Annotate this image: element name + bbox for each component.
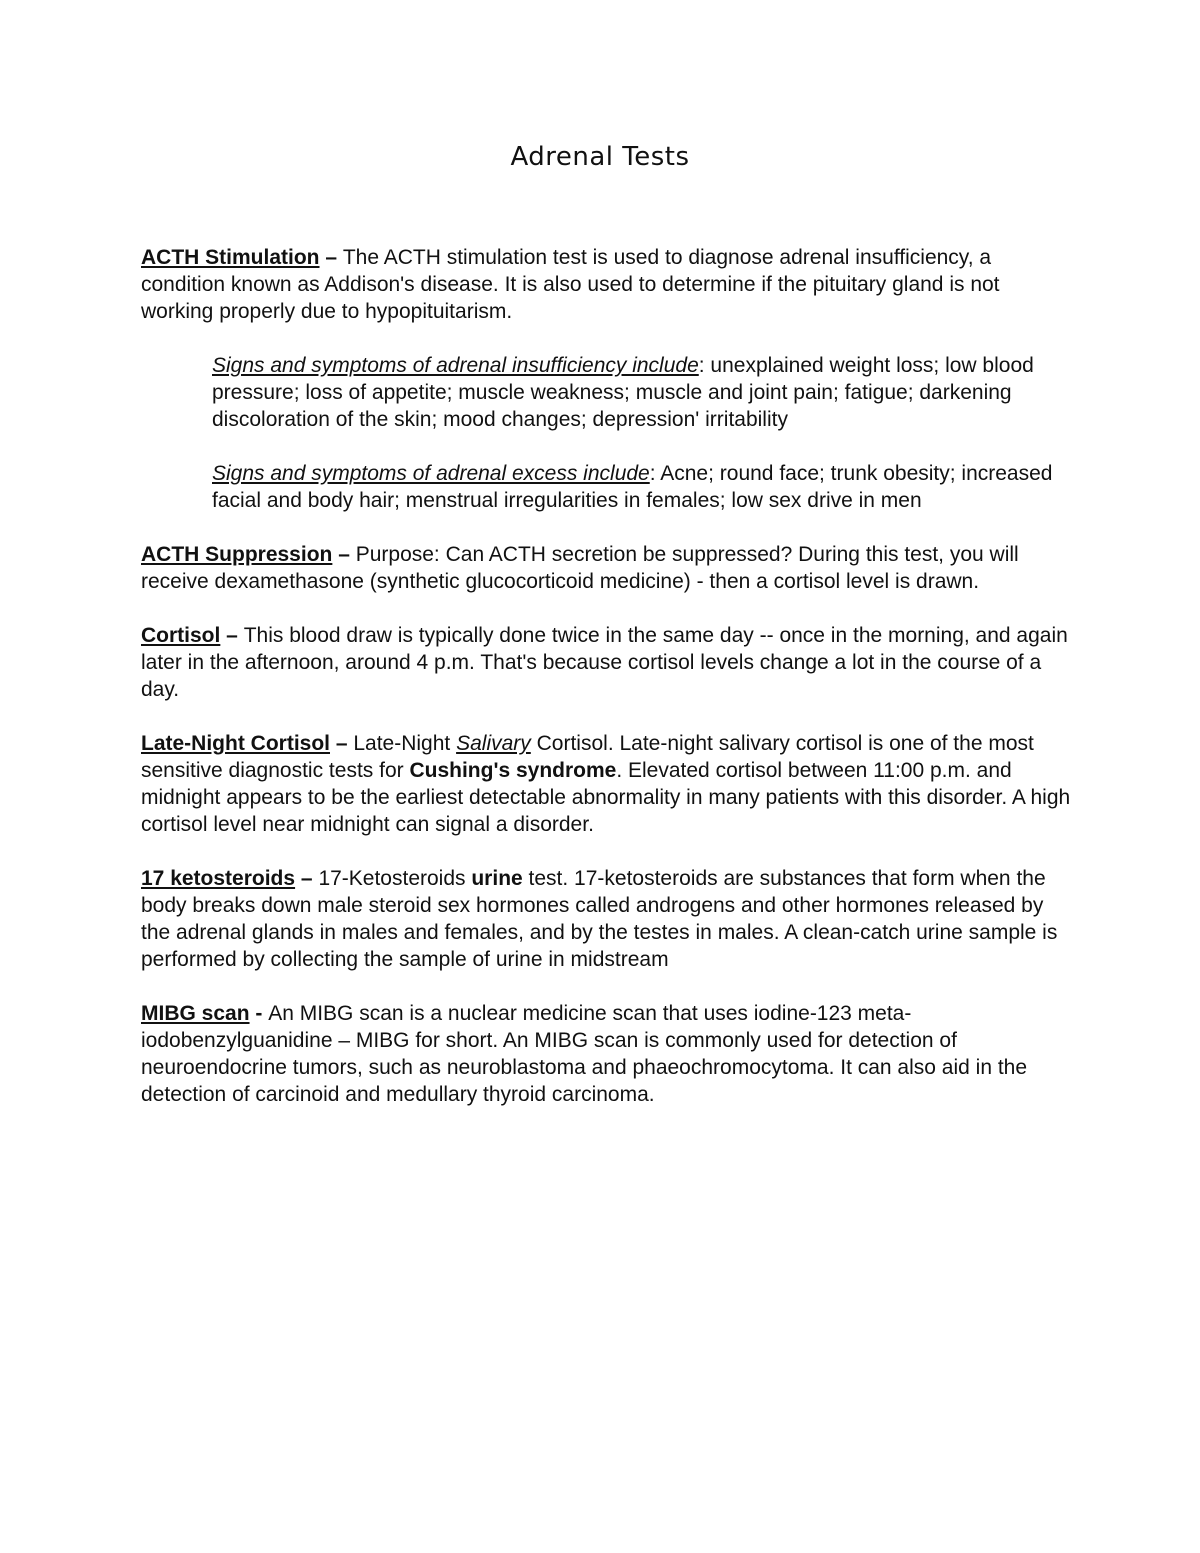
- paragraph-acth-stimulation: [141, 244, 1071, 325]
- salivary-emphasis: Salivary: [456, 732, 531, 755]
- term-late-night-cortisol: Late-Night Cortisol: [141, 732, 330, 755]
- term-dash: –: [220, 624, 244, 647]
- acth-stimulation-text: The ACTH stimulation test is used to diagnose adrenal insufficiency, a condition known as Addison's disease. It is also used to determine if the pituitary gland is not working properly due to hypopituitarism.: [141, 246, 1000, 323]
- term-dash: –: [319, 246, 343, 269]
- term-acth-stimulation: ACTH Stimulation: [141, 246, 320, 269]
- term-dash: -: [249, 1002, 269, 1025]
- paragraph-17-ketosteroids: [141, 865, 1071, 973]
- cushings-syndrome-emphasis: Cushing's syndrome: [409, 759, 617, 782]
- paragraph-acth-suppression: [141, 541, 1071, 595]
- term-cortisol: Cortisol: [141, 624, 221, 647]
- page-title: Adrenal Tests: [510, 142, 690, 172]
- late-night-text-2: Cortisol. Late-night salivary cortisol is one of the most sensitive diagnostic tests for: [141, 732, 1034, 782]
- document-body: [141, 244, 1071, 1135]
- term-dash: –: [295, 867, 319, 890]
- ketosteroids-text-1: 17-Ketosteroids: [318, 867, 472, 890]
- paragraph-mibg-scan: [141, 1000, 1071, 1108]
- term-17-ketosteroids: 17 ketosteroids: [141, 867, 296, 890]
- term-acth-suppression: ACTH Suppression: [141, 543, 333, 566]
- term-dash: –: [330, 732, 354, 755]
- paragraph-late-night-cortisol: [141, 730, 1071, 838]
- late-night-text-1: Late-Night: [353, 732, 457, 755]
- cortisol-text: This blood draw is typically done twice in the same day -- once in the morning, and again later in the afternoon, around 4 p.m. That's because cortisol levels change a lot in the course of a day.: [141, 624, 1068, 701]
- paragraph-cortisol: [141, 622, 1071, 703]
- mibg-scan-text: An MIBG scan is a nuclear medicine scan that uses iodine-123 meta-iodobenzylguanidine – MIBG for short. An MIBG scan is commonly used for detection of neuroendocrine tumors, such as neuroblastoma and phaeochromocytoma. It can also aid in the detection of carcinoid and medullary thyroid carcinoma.: [141, 1002, 1028, 1106]
- insufficiency-signs-label: Signs and symptoms of adrenal insufficiency include: [212, 354, 699, 377]
- insufficiency-signs-text: : unexplained weight loss; low blood pressure; loss of appetite; muscle weakness; muscle and joint pain; fatigue; darkening discoloration of the skin; mood changes; depression' irritability: [212, 354, 1034, 431]
- excess-signs-label: Signs and symptoms of adrenal excess include: [212, 462, 650, 485]
- urine-emphasis: urine: [471, 867, 523, 890]
- term-dash: –: [332, 543, 356, 566]
- ketosteroids-text-2: test. 17-ketosteroids are substances that form when the body breaks down male steroid sex hormones called androgens and other hormones released by the adrenal glands in males and females, and by the testes in males. A clean-catch urine sample is performed by collecting the sample of urine in midstream: [141, 867, 1058, 971]
- paragraph-excess-signs: [212, 460, 1071, 514]
- paragraph-insufficiency-signs: [212, 352, 1071, 433]
- term-mibg-scan: MIBG scan: [141, 1002, 250, 1025]
- late-night-text-3: . Elevated cortisol between 11:00 p.m. and midnight appears to be the earliest detectable abnormality in many patients with this disorder. A high cortisol level near midnight can signal a disorder.: [141, 759, 1071, 836]
- acth-suppression-text: Purpose: Can ACTH secretion be suppressed? During this test, you will receive dexamethasone (synthetic glucocorticoid medicine) - then a cortisol level is drawn.: [141, 543, 1019, 593]
- excess-signs-text: : Acne; round face; trunk obesity; increased facial and body hair; menstrual irregularities in females; low sex drive in men: [212, 462, 1053, 512]
